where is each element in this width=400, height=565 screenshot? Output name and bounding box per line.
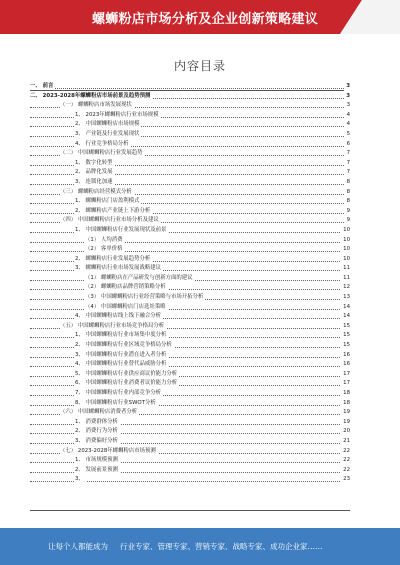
toc-entry[interactable]: [30, 475, 350, 485]
toc-entry-page: 11: [341, 274, 350, 284]
toc-leader-dots: [30, 251, 344, 252]
toc-entry[interactable]: [30, 418, 350, 428]
toc-entry-text: 2、 螺蛳粉店产业链上下游分析: [75, 207, 151, 214]
toc-entry-text: （二） 中国螺蛳粉店行业发展趋势: [60, 150, 143, 157]
toc-entry[interactable]: [30, 427, 350, 437]
toc-entry[interactable]: [30, 312, 350, 322]
toc-entry[interactable]: [30, 216, 350, 226]
toc-entry-text: 2、 消费行为分析: [75, 428, 118, 435]
toc-entry-page: 17: [341, 370, 350, 380]
toc-entry[interactable]: [30, 226, 350, 236]
toc-entry[interactable]: [30, 188, 350, 198]
toc-entry-text: 3、 产业链及行业发展现状: [75, 130, 140, 137]
toc-entry[interactable]: [30, 379, 350, 389]
toc-entry[interactable]: [30, 437, 350, 447]
toc-entry-text: （2） 螺蛳粉店品牌营销策略分析: [85, 284, 166, 291]
toc-entry-page: 4: [345, 111, 350, 121]
footer-slogan-right: 行业专家、管理专家、营销专家、战略专家、成功企业家……: [120, 542, 323, 551]
toc-entry[interactable]: [30, 149, 350, 159]
toc-entry[interactable]: [30, 120, 350, 130]
toc-entry-text: （3） 中国螺蛳粉店行业经营策略与市场开拓分析: [85, 294, 204, 301]
toc-entry-text: 4、 中国螺蛳粉店行业替代品威胁分析: [75, 361, 167, 368]
toc-entry[interactable]: [30, 178, 350, 188]
toc-entry-page: 13: [341, 293, 350, 303]
toc-entry-text: 二、 2023-2028年螺蛳粉店市场前景及趋势预测: [30, 92, 151, 99]
toc-entry-text: （1） 螺蛳粉店在产品研发与创新方面的建议: [85, 274, 193, 281]
toc-entry[interactable]: [30, 101, 350, 111]
toc-entry-text: 1、 螺蛳粉店门店盈利模式: [75, 198, 140, 205]
toc-entry-text: 1、 市场规模预测: [75, 457, 118, 464]
toc-entry-page: 5: [345, 130, 350, 140]
toc-entry-page: 7: [345, 168, 350, 178]
toc-entry[interactable]: [30, 245, 350, 255]
toc-entry[interactable]: [30, 197, 350, 207]
toc-entry-page: 20: [341, 427, 350, 437]
toc-entry-page: 17: [341, 379, 350, 389]
toc-entry-page: 8: [345, 178, 350, 188]
toc-entry-page: 18: [341, 399, 350, 409]
toc-entry-page: 19: [341, 408, 350, 418]
toc-entry-page: 7: [345, 159, 350, 169]
toc-entry-page: 11: [341, 264, 350, 274]
toc-entry-text: （4） 中国螺蛳粉店门店选址策略: [85, 303, 166, 310]
toc-entry-text: （1） 人均消费: [85, 236, 123, 243]
toc-entry-text: （七） 2023-2028年螺蛳粉店市场预测: [60, 447, 156, 454]
toc-entry-page: 4: [345, 120, 350, 130]
toc-entry-page: 21: [341, 437, 350, 447]
toc-entry-page: 16: [341, 351, 350, 361]
toc-entry-text: （六） 中国螺蛳粉店消费者分析: [60, 409, 138, 416]
toc-entry-text: （五） 中国螺蛳粉店行业市场竞争格局分析: [60, 322, 165, 329]
toc-entry[interactable]: [30, 130, 350, 140]
toc-entry[interactable]: [30, 389, 350, 399]
table-of-contents: [30, 82, 350, 485]
toc-entry[interactable]: [30, 351, 350, 361]
toc-entry-text: 1、 中国螺蛳粉店行业发展现状及前景: [75, 226, 167, 233]
toc-entry[interactable]: [30, 264, 350, 274]
toc-entry-page: 3: [345, 101, 350, 111]
toc-entry[interactable]: [30, 303, 350, 313]
toc-entry[interactable]: [30, 159, 350, 169]
toc-entry[interactable]: [30, 466, 350, 476]
toc-entry-page: 22: [341, 447, 350, 457]
header-slant-icon: [340, 0, 400, 34]
toc-entry-text: 7、 中国螺蛳粉店行业内部竞争分析: [75, 390, 162, 396]
toc-heading: 内容目录: [173, 59, 226, 73]
toc-entry[interactable]: [30, 207, 350, 217]
toc-entry-page: 9: [345, 216, 350, 226]
toc-entry-text: 3、 消费偏好分析: [75, 437, 118, 444]
toc-entry-page: 10: [341, 236, 350, 246]
toc-entry-page: 14: [341, 303, 350, 313]
toc-leader-dots: [30, 289, 344, 290]
toc-entry-page: 8: [345, 197, 350, 207]
toc-entry-page: 12: [341, 283, 350, 293]
footer-slogan-left: 让每个人都能成为: [48, 542, 108, 551]
toc-entry[interactable]: [30, 322, 350, 332]
toc-entry-page: 9: [345, 207, 350, 217]
toc-entry-page: 7: [345, 149, 350, 159]
toc-entry[interactable]: [30, 274, 350, 284]
toc-entry[interactable]: [30, 140, 350, 150]
toc-entry[interactable]: [30, 111, 350, 121]
toc-entry-page: 23: [341, 475, 350, 485]
toc-entry-text: 4、 中国螺蛳粉店线上线下融合分析: [75, 313, 162, 320]
toc-entry-text: 3、: [75, 476, 84, 483]
toc-entry-text: 3、 连锁化加速: [75, 178, 113, 185]
toc-entry-page: 15: [341, 322, 350, 332]
toc-entry-page: 14: [341, 312, 350, 322]
toc-entry-text: 5、 中国螺蛳粉店行业供应商议价能力分析: [75, 370, 178, 377]
toc-entry-page: 3: [344, 82, 350, 92]
toc-entry[interactable]: [30, 283, 350, 293]
toc-entry-text: 4、 行业竞争格局分析: [75, 140, 129, 147]
header-banner: [0, 0, 400, 34]
toc-entry-page: 15: [341, 331, 350, 341]
toc-entry-page: 22: [341, 466, 350, 476]
toc-entry-text: 6、 中国螺蛳粉店行业消费者议价能力分析: [75, 380, 178, 387]
toc-entry[interactable]: [30, 168, 350, 178]
toc-entry-text: 2、 中国螺蛳粉店行业区域竞争格局分析: [75, 342, 172, 349]
toc-entry-text: （2） 客单价格: [85, 246, 123, 253]
footer-banner: [0, 528, 400, 565]
toc-entry[interactable]: [30, 293, 350, 303]
toc-entry[interactable]: [30, 255, 350, 265]
toc-entry[interactable]: [30, 331, 350, 341]
toc-entry[interactable]: [30, 360, 350, 370]
toc-entry-text: 1、 中国螺蛳粉店行业市场集中度分析: [75, 332, 167, 339]
toc-entry-text: 1、 数字化转型: [75, 159, 113, 166]
toc-entry[interactable]: [30, 341, 350, 351]
toc-entry-text: 2、 品牌化发展: [75, 169, 113, 176]
toc-entry-page: 8: [345, 188, 350, 198]
toc-leader-dots: [30, 309, 344, 310]
toc-entry-page: 16: [341, 360, 350, 370]
toc-entry-text: 1、 2023年螺蛳粉店行业市场规模: [75, 111, 159, 118]
toc-entry-text: 2、 发展前景预测: [75, 466, 118, 473]
toc-entry[interactable]: [30, 399, 350, 409]
toc-leader-dots: [30, 242, 344, 243]
bottom-rule: [30, 510, 350, 511]
toc-entry-text: 1、 消费群体分析: [75, 418, 118, 425]
toc-entry-page: 15: [341, 341, 350, 351]
toc-entry[interactable]: [30, 236, 350, 246]
toc-entry-page: 3: [344, 92, 350, 102]
toc-entry-text: （四） 中国螺蛳粉店行业市场分析及建议: [60, 217, 159, 224]
toc-entry-page: 19: [341, 418, 350, 428]
toc-entry-text: 2、 中国螺蛳粉店市场规模: [75, 121, 140, 128]
toc-entry-text: 2、 螺蛳粉店行业发展趋势分析: [75, 255, 151, 262]
toc-entry-page: 10: [341, 245, 350, 255]
toc-entry-page: 10: [341, 255, 350, 265]
toc-entry[interactable]: [30, 408, 350, 418]
toc-entry-text: 一、 前言: [30, 83, 54, 89]
document-title: 螺蛳粉店市场分析及企业创新策略建议: [92, 12, 319, 27]
toc-entry-text: 8、 中国螺蛳粉店行业SWOT分析: [75, 399, 156, 406]
toc-entry-page: 6: [345, 140, 350, 150]
toc-entry[interactable]: [30, 92, 350, 102]
toc-entry-page: 18: [341, 389, 350, 399]
toc-entry-text: （三） 螺蛳粉店经营模式分析: [60, 188, 132, 195]
toc-entry[interactable]: [30, 447, 350, 457]
toc-entry-page: 10: [341, 226, 350, 236]
toc-entry-text: （一） 螺蛳粉店市场发展现状: [60, 102, 132, 109]
toc-leader-dots: [30, 88, 344, 89]
toc-entry-text: 3、 中国螺蛳粉店行业潜在进入者分析: [75, 351, 167, 358]
toc-entry[interactable]: [30, 82, 350, 92]
toc-entry-page: 22: [341, 456, 350, 466]
toc-entry[interactable]: [30, 456, 350, 466]
toc-entry[interactable]: [30, 370, 350, 380]
toc-entry-text: 3、 螺蛳粉店行业市场发展战略建议: [75, 265, 162, 272]
